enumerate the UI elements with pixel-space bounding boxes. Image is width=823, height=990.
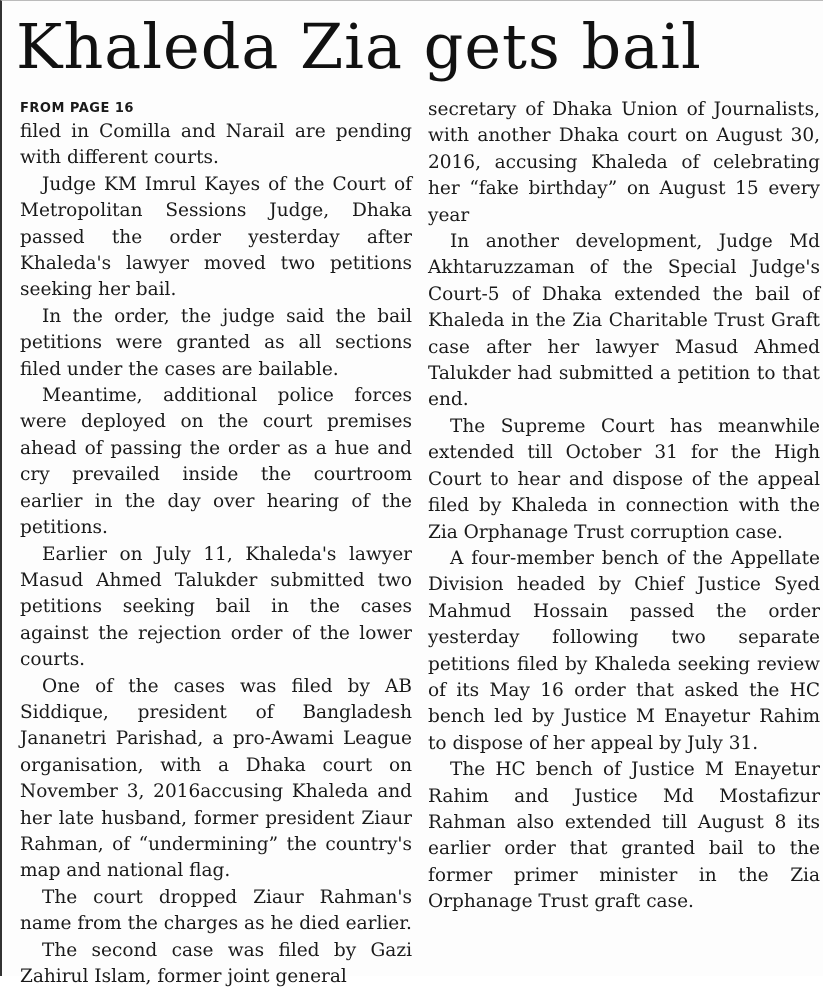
paragraph: secretary of Dhaka Union of Journalists, with another Dhaka court on August 30, 2016, accusing Khaleda of celebrating her “fake birthday” on August 15 every year (428, 99, 820, 226)
paragraph: The court dropped Ziaur Rahman's name from the charges as he died earlier. (20, 886, 412, 935)
paragraph: Meantime, additional police forces were deployed on the court premises ahead of passing the order as a hue and cry prevailed inside the courtroom earlier in the day over hearing of the petitions. (20, 385, 412, 539)
paragraph: filed in Comilla and Narail are pending with different courts. (20, 121, 412, 169)
left-column (20, 99, 412, 990)
paragraph: The Supreme Court has meanwhile extended till October 31 for the High Court to hear and dispose of the appeal filed by Khaleda in connection with the Zia Orphanage Trust corruption case. (428, 415, 820, 543)
paragraph: Judge KM Imrul Kayes of the Court of Metropolitan Sessions Judge, Dhaka passed the order yesterday after Khaleda's lawyer moved two petitions seeking her bail. (20, 173, 412, 301)
headline: Khaleda Zia gets bail (16, 10, 702, 83)
paragraph: The HC bench of Justice M Enayetur Rahim and Justice Md Mostafizur Rahman also extended till August 8 its earlier order that granted bail to the former primer minister in the Zia Orphanage Trust graft case. (428, 759, 820, 913)
paragraph: A four-member bench of the Appellate Division headed by Chief Justice Syed Mahmud Hossain passed the order yesterday following two separate petitions filed by Khaleda seeking review of its May 16 order that asked the HC bench led by Justice M Enayetur Rahim to dispose of her appeal by July 31. (428, 547, 820, 754)
paragraph: One of the cases was filed by AB Siddique, president of Bangladesh Jananetri Parishad, a pro-Awami League organisation, with a Dhaka court on November 3, 2016accusing Khaleda and her late husband, former president Ziaur Rahman, of “undermining” the country's map and national flag. (20, 675, 412, 882)
paragraph: In another development, Judge Md Akhtaruzzaman of the Special Judge's Court-5 of Dhaka extended the bail of Khaleda in the Zia Charitable Trust Graft case after her lawyer Masud Ahmed Talukder had submitted a petition to that end. (428, 231, 820, 411)
continuation-kicker: FROM PAGE 16 (20, 101, 134, 116)
paragraph: The second case was filed by Gazi Zahirul Islam, former joint general (20, 939, 412, 987)
paragraph: Earlier on July 11, Khaleda's lawyer Masud Ahmed Talukder submitted two petitions seeking bail in the cases against the rejection order of the lower courts. (20, 543, 412, 671)
paragraph: In the order, the judge said the bail petitions were granted as all sections filed under the cases are bailable. (20, 305, 412, 380)
right-column (428, 97, 820, 916)
